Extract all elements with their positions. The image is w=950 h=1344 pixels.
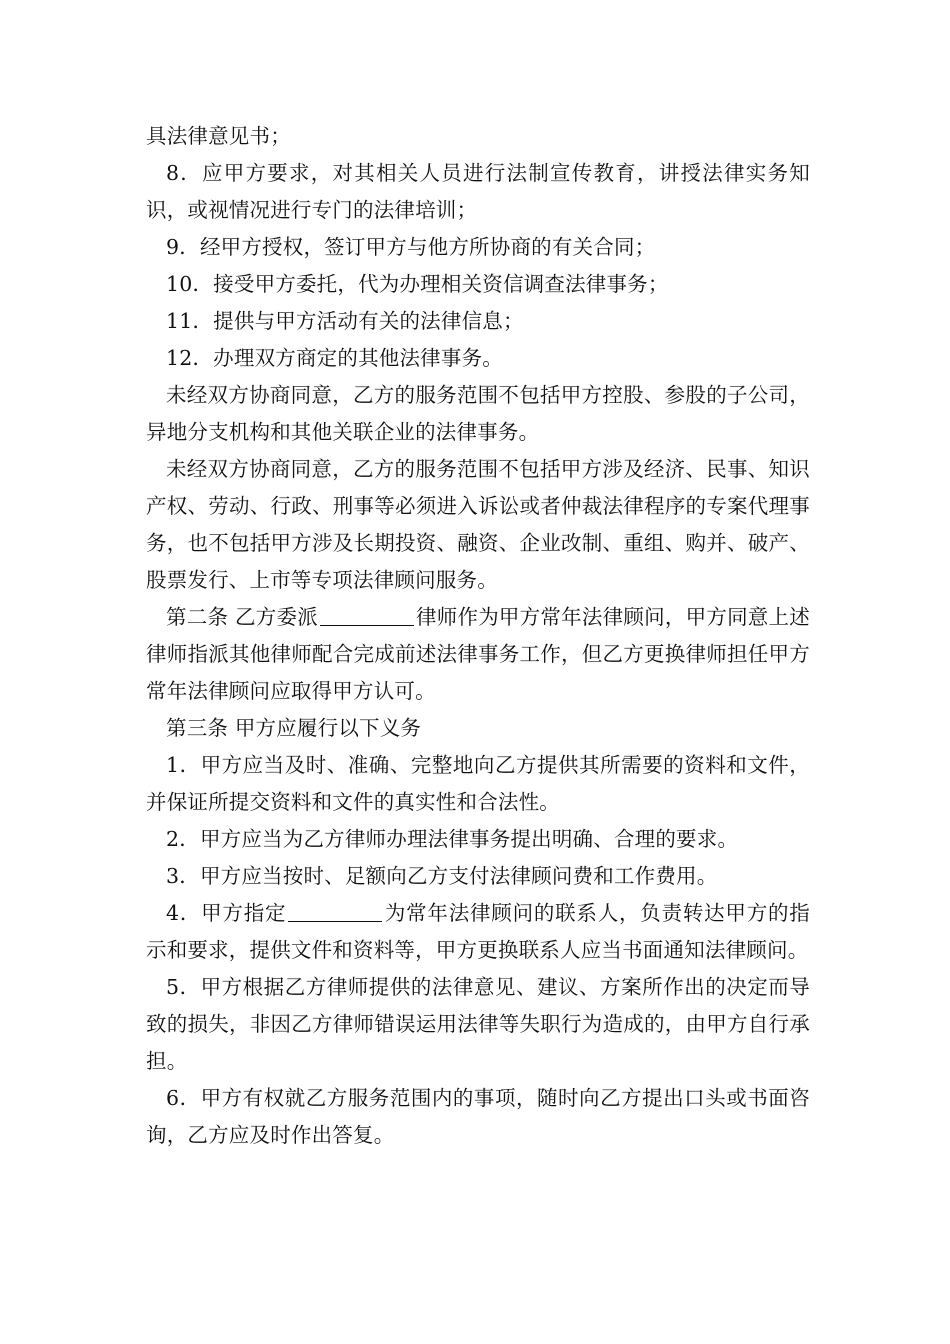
- contact-person-blank: [288, 901, 382, 922]
- paragraph-item-10: 10．接受甲方委托，代为办理相关资信调查法律事务；: [166, 272, 669, 296]
- paragraph-duty-2: 2．甲方应当为乙方律师办理法律事务提出明确、合理的要求。: [166, 827, 739, 851]
- paragraph-item-12: 12．办理双方商定的其他法律事务。: [166, 346, 503, 370]
- paragraph-article-3-heading: 第三条 甲方应履行以下义务: [166, 716, 422, 740]
- article-2-lead-text: 第二条 乙方委派: [166, 605, 318, 629]
- document-body: [146, 118, 810, 1154]
- lawyer-name-blank: [320, 605, 414, 626]
- paragraph-scope-exclusion-litigation: 未经双方协商同意，乙方的服务范围不包括甲方涉及经济、民事、知识产权、劳动、行政、刑事等必须进入诉讼或者仲裁法律程序的专案代理事务，也不包括甲方涉及长期投资、融资、企业改制、重组、购并、破产、股票发行、上市等专项法律顾问服务。: [146, 457, 810, 592]
- paragraph-item-11: 11．提供与甲方活动有关的法律信息；: [166, 309, 524, 333]
- paragraph-duty-3: 3．甲方应当按时、足额向乙方支付法律顾问费和工作费用。: [166, 864, 718, 888]
- duty-4-lead-text: 4．甲方指定: [166, 901, 287, 925]
- paragraph-article-2: [146, 599, 810, 710]
- paragraph-duty-1: 1．甲方应当及时、准确、完整地向乙方提供其所需要的资料和文件，并保证所提交资料和文件的真实性和合法性。: [146, 753, 810, 814]
- paragraph-duty-4: [146, 895, 810, 969]
- paragraph-opinion-letter-tail: 具法律意见书；: [146, 124, 291, 148]
- paragraph-duty-5: 5．甲方根据乙方律师提供的法律意见、建议、方案所作出的决定而导致的损失，非因乙方律师错误运用法律等失职行为造成的，由甲方自行承担。: [146, 975, 810, 1073]
- article-2-rest-text: 律师作为甲方常年法律顾问，甲方同意上述律师指派其他律师配合完成前述法律事务工作，但乙方更换律师担任甲方常年法律顾问应取得甲方认可。: [146, 605, 810, 703]
- paragraph-duty-6: 6．甲方有权就乙方服务范围内的事项，随时向乙方提出口头或书面咨询，乙方应及时作出答复。: [146, 1086, 810, 1147]
- paragraph-scope-exclusion-subsidiaries: 未经双方协商同意，乙方的服务范围不包括甲方控股、参股的子公司，异地分支机构和其他关联企业的法律事务。: [146, 383, 810, 444]
- paragraph-item-8: 8．应甲方要求，对其相关人员进行法制宣传教育，讲授法律实务知识，或视情况进行专门的法律培训；: [146, 161, 810, 222]
- duty-4-rest-text: 为常年法律顾问的联系人，负责转达甲方的指示和要求，提供文件和资料等，甲方更换联系人应当书面通知法律顾问。: [146, 901, 810, 962]
- paragraph-item-9: 9．经甲方授权，签订甲方与他方所协商的有关合同；: [166, 235, 656, 259]
